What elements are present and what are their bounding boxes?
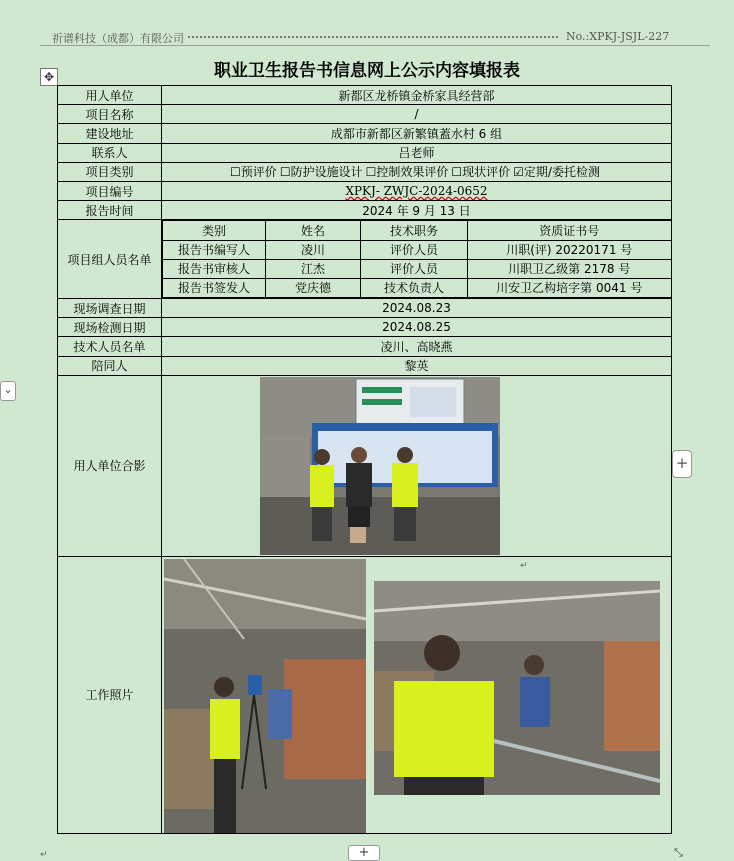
label-test-date: 现场检测日期 bbox=[58, 318, 162, 337]
team-cert[interactable]: 川安卫乙构培字第 0041 号 bbox=[468, 278, 672, 297]
row-project-type bbox=[58, 162, 672, 181]
label-contact: 联系人 bbox=[58, 143, 162, 162]
row-escort bbox=[58, 356, 672, 375]
work-photos-cell bbox=[162, 556, 672, 833]
add-row-plus-icon[interactable]: + bbox=[348, 845, 380, 861]
label-employer: 用人单位 bbox=[58, 86, 162, 105]
value-employer[interactable]: 新都区龙桥镇金桥家具经营部 bbox=[162, 86, 672, 105]
project-type-option-label: 控制效果评价 bbox=[376, 165, 449, 180]
group-photo-image[interactable] bbox=[260, 377, 500, 555]
header-company: 祈谱科技（成都）有限公司 bbox=[52, 32, 184, 45]
team-header-title: 技术职务 bbox=[361, 221, 468, 240]
label-team: 项目组人员名单 bbox=[58, 220, 162, 299]
team-title[interactable]: 评价人员 bbox=[361, 259, 468, 278]
header-dotted-leader bbox=[188, 36, 558, 38]
project-type-option[interactable] bbox=[280, 165, 363, 179]
team-name[interactable]: 凌川 bbox=[266, 240, 361, 259]
team-cell bbox=[162, 220, 672, 299]
paragraph-mark: ↵ bbox=[40, 850, 48, 860]
project-type-option[interactable] bbox=[366, 165, 449, 179]
label-technicians: 技术人员名单 bbox=[58, 337, 162, 356]
label-report-date: 报告时间 bbox=[58, 201, 162, 220]
row-contact bbox=[58, 143, 672, 162]
project-type-option[interactable] bbox=[230, 165, 277, 179]
team-header-row bbox=[163, 221, 672, 240]
table-row bbox=[163, 278, 672, 297]
work-photo-right-image[interactable] bbox=[374, 581, 660, 795]
add-column-plus-icon[interactable]: + bbox=[672, 450, 692, 478]
project-type-option-label: 现状评价 bbox=[462, 165, 511, 180]
table-resize-handle-icon[interactable]: ⤡ bbox=[674, 846, 683, 859]
value-survey-date[interactable]: 2024.08.23 bbox=[162, 299, 672, 318]
row-test-date bbox=[58, 318, 672, 337]
checkbox-checked-icon[interactable]: ☑ bbox=[513, 165, 524, 180]
row-report-date bbox=[58, 201, 672, 220]
value-technicians[interactable]: 凌川、高晓燕 bbox=[162, 337, 672, 356]
team-title[interactable]: 评价人员 bbox=[361, 240, 468, 259]
project-type-option-label: 防护设施设计 bbox=[290, 165, 363, 180]
checkbox-empty-icon[interactable]: ☐ bbox=[279, 165, 291, 180]
team-cert[interactable]: 川职(评) 20220171 号 bbox=[468, 240, 672, 259]
row-employer bbox=[58, 86, 672, 105]
team-title[interactable]: 技术负责人 bbox=[361, 278, 468, 297]
label-project-name: 项目名称 bbox=[58, 105, 162, 124]
group-photo-cell bbox=[162, 375, 672, 556]
label-group-photo: 用人单位合影 bbox=[58, 375, 162, 556]
table-row bbox=[163, 259, 672, 278]
project-no-text: XPKJ- ZWJC-2024-0652 bbox=[345, 184, 488, 199]
team-role[interactable]: 报告书编写人 bbox=[163, 240, 266, 259]
checkbox-empty-icon[interactable]: ☐ bbox=[230, 165, 241, 180]
value-project-name[interactable]: / bbox=[162, 105, 672, 124]
row-technicians bbox=[58, 337, 672, 356]
project-type-option-label: 预评价 bbox=[240, 165, 277, 180]
value-address[interactable]: 成都市新都区新繁镇蓋水村 6 组 bbox=[162, 124, 672, 143]
project-type-option[interactable] bbox=[451, 165, 510, 179]
value-escort[interactable]: 黎英 bbox=[162, 356, 672, 375]
project-type-option-label: 定期/委托检测 bbox=[523, 165, 600, 180]
team-role[interactable]: 报告书审核人 bbox=[163, 259, 266, 278]
label-escort: 陪同人 bbox=[58, 356, 162, 375]
label-work-photos: 工作照片 bbox=[58, 556, 162, 833]
label-address: 建设地址 bbox=[58, 124, 162, 143]
team-name[interactable]: 江杰 bbox=[266, 259, 361, 278]
work-photo-left-image[interactable] bbox=[164, 559, 366, 833]
team-table bbox=[162, 220, 672, 298]
checkbox-empty-icon[interactable]: ☐ bbox=[365, 165, 377, 180]
header-rule bbox=[40, 45, 710, 46]
form-table bbox=[57, 85, 672, 834]
row-work-photos bbox=[58, 556, 672, 833]
team-header-name: 姓名 bbox=[266, 221, 361, 240]
value-project-no[interactable] bbox=[162, 181, 672, 200]
row-group-photo bbox=[58, 375, 672, 556]
label-survey-date: 现场调查日期 bbox=[58, 299, 162, 318]
header-doc-number: No.:XPKJ-JSJL-227 bbox=[566, 30, 670, 43]
value-contact[interactable]: 吕老师 bbox=[162, 143, 672, 162]
row-project-no bbox=[58, 181, 672, 200]
team-name[interactable]: 党庆德 bbox=[266, 278, 361, 297]
label-project-type: 项目类别 bbox=[58, 162, 162, 181]
row-address bbox=[58, 124, 672, 143]
team-role[interactable]: 报告书签发人 bbox=[163, 278, 266, 297]
team-cert[interactable]: 川职卫乙级第 2178 号 bbox=[468, 259, 672, 278]
team-header-cert: 资质证书号 bbox=[468, 221, 672, 240]
checkbox-empty-icon[interactable]: ☐ bbox=[451, 165, 463, 180]
table-move-handle-icon[interactable]: ✥ bbox=[40, 68, 58, 86]
label-project-no: 项目编号 bbox=[58, 181, 162, 200]
row-survey-date bbox=[58, 299, 672, 318]
collapse-chevron-icon[interactable]: ⌄ bbox=[0, 381, 16, 401]
paragraph-mark: ↵ bbox=[520, 560, 528, 571]
team-header-role: 类别 bbox=[163, 221, 266, 240]
row-team bbox=[58, 220, 672, 299]
table-row bbox=[163, 240, 672, 259]
page-title: 职业卫生报告书信息网上公示内容填报表 bbox=[214, 61, 520, 81]
value-project-type bbox=[162, 162, 672, 181]
row-project-name bbox=[58, 105, 672, 124]
value-report-date[interactable]: 2024 年 9 月 13 日 bbox=[162, 201, 672, 220]
value-test-date[interactable]: 2024.08.25 bbox=[162, 318, 672, 337]
project-type-option[interactable] bbox=[513, 165, 600, 179]
